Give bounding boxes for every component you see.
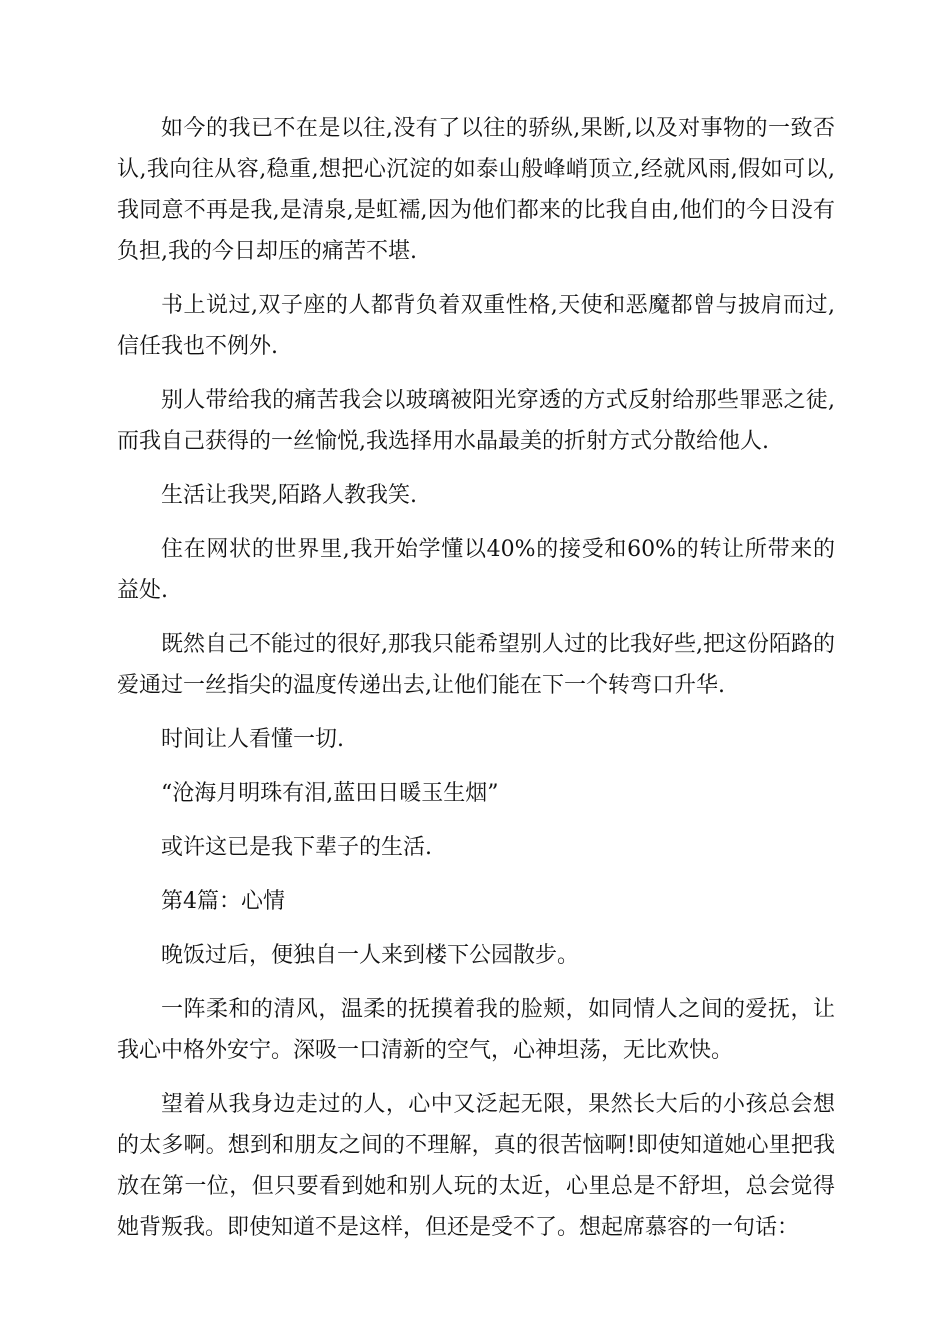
paragraph-11: 晚饭过后，便独自一人来到楼下公园散步。	[161, 943, 580, 968]
paragraph-1: 如今的我已不在是以往,没有了以往的骄纵,果断,以及对事物的一致否认,我向往从容,稳重,想把心沉淀的如泰山般峰峭顶立,经就风雨,假如可以,我同意不再是我,是清泉,是虹襦,因为他们都来的比我自由,他们的今日没有负担,我的今日却压的痛苦不堪.	[117, 116, 835, 264]
paragraph-12: 一阵柔和的清风，温柔的抚摸着我的脸颊，如同情人之间的爱抚，让我心中格外安宁。深吸一口清新的空气，心神坦荡，无比欢快。	[117, 997, 835, 1063]
paragraph-9: 或许这已是我下辈子的生活.	[161, 835, 432, 860]
document-body	[117, 108, 835, 1261]
paragraph-2: 书上说过,双子座的人都背负着双重性格,天使和恶魔都曾与披肩而过,信任我也不例外.	[117, 293, 835, 359]
paragraph-13: 望着从我身边走过的人，心中又泛起无限，果然长大后的小孩总会想的太多啊。想到和朋友之间的不理解，真的很苦恼啊!即使知道她心里把我放在第一位，但只要看到她和别人玩的太近，心里总是不舒坦，总会觉得她背叛我。即使知道不是这样，但还是受不了。想起席慕容的一句话：	[117, 1092, 835, 1240]
paragraph-7: 时间让人看懂一切.	[161, 727, 344, 752]
paragraph-6: 既然自己不能过的很好,那我只能希望别人过的比我好些,把这份陌路的爱通过一丝指尖的温度传递出去,让他们能在下一个转弯口升华.	[117, 632, 835, 698]
paragraph-4: 生活让我哭,陌路人教我笑.	[161, 483, 417, 508]
paragraph-5: 住在网状的世界里,我开始学懂以40%的接受和60%的转让所带来的益处.	[117, 537, 835, 603]
section-heading: 第4篇：心情	[161, 889, 285, 914]
paragraph-3: 别人带给我的痛苦我会以玻璃被阳光穿透的方式反射给那些罪恶之徒,而我自己获得的一丝愉悦,我选择用水晶最美的折射方式分散给他人.	[117, 388, 835, 454]
poem-quote: “沧海月明珠有泪,蓝田日暖玉生烟”	[161, 781, 499, 806]
